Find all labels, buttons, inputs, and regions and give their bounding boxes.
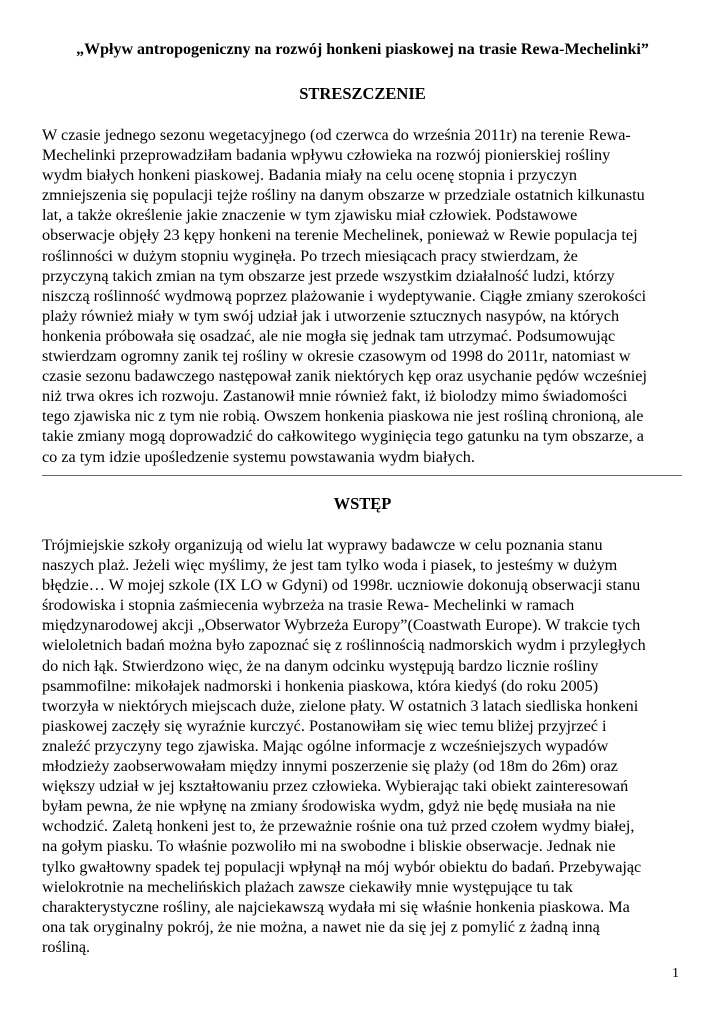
text-line: rośliną. xyxy=(42,937,91,956)
text-line: plaży również miały w tym swój udział jak i utworzenie sztucznych nasypów, na których xyxy=(42,306,620,325)
text-line: na gołym piasku. To właśnie pozwoliło mi na swobodne i bliskie obserwacje. Jednak nie xyxy=(42,837,616,856)
section-heading-introduction: WSTĘP xyxy=(333,494,392,513)
text-line: byłam pewna, że nie wpłynę na zmiany środowiska wydm, gdyż nie będę musiała na nie xyxy=(42,797,616,816)
page-number: 1 xyxy=(672,966,679,981)
text-line: wydm białych honkeni piaskowej. Badania miały na celu ocenę stopnia i przyczyn xyxy=(42,166,577,185)
text-line: lat, a także określenie jakie znaczenie w tym zjawisku miał człowiek. Podstawowe xyxy=(42,206,578,225)
text-line: większy udział w jej kształtowaniu przez człowieka. Wybierając taki obiekt zainteresowań xyxy=(42,777,629,796)
text-line: naszych plaż. Jeżeli więc myślimy, że jest tam tylko woda i piasek, to jesteśmy w dużym xyxy=(42,556,618,575)
text-line: takie zmiany mogą doprowadzić do całkowitego wyginięcia tego gatunku na tym obszarze, a xyxy=(42,427,644,446)
section-divider xyxy=(42,475,682,476)
text-line: charakterystyczne rośliny, ale najciekawszą wydała mi się właśnie honkenia piaskowa. Ma xyxy=(42,897,630,916)
text-line: ona tak oryginalny pokrój, że nie można, a nawet nie da się jej z pomylić z żadną inną xyxy=(42,917,600,936)
text-line: tylko gwałtowny spadek tej populacji wpłynął na mój wybór obiektu do badań. Przebywając xyxy=(42,857,642,876)
text-line: środowiska i stopnia zaśmiecenia wybrzeża na trasie Rewa- Mechelinki w ramach xyxy=(42,596,575,615)
text-line: honkenia próbowała się osadzać, ale nie mogła się jednak tam utrzymać. Podsumowując xyxy=(42,326,616,345)
text-line: wieloletnich badań można było zapoznać się z roślinnością nadmorskich wydm i przyległych xyxy=(42,636,646,655)
text-line: stwierdzam ogromny zanik tej rośliny w okresie czasowym od 1998 do 2011r, natomiast w xyxy=(42,347,631,366)
text-line: obserwacje objęły 23 kępy honkeni na terenie Mechelinek, ponieważ w Rewie populacja tej xyxy=(42,226,638,245)
text-line: roślinności w dużym stopniu wyginęła. Po trzech miesiącach pracy stwierdzam, że xyxy=(42,246,578,265)
text-line: znaleźć przyczyny tego zjawiska. Mając ogólne informacje z wcześniejszych wypadów xyxy=(42,736,609,755)
text-line: psammofilne: mikołajek nadmorski i honkenia piaskowa, która kiedyś (do roku 2005) xyxy=(42,676,599,695)
text-line: przyczyną takich zmian na tym obszarze jest przede wszystkim działalność ludzi, którzy xyxy=(42,266,615,285)
introduction-paragraph xyxy=(42,535,694,957)
text-line: tego zjawiska nic z tym nie robią. Owszem honkenia piaskowa nie jest rośliną chronioną, ale xyxy=(42,407,644,426)
text-line: wchodzić. Zaletą honkeni jest to, że przeważnie rośnie ona tuż przed czołem wydmy białej, xyxy=(42,817,635,836)
text-line: niż trwa okres ich rozwoju. Zastanowił mnie również fakt, iż biolodzy mimo świadomości xyxy=(42,387,628,406)
text-line: młodzieży zaobserwowałam między innymi poszerzenie się plaży (od 18m do 26m) oraz xyxy=(42,757,618,776)
text-line: tworzyła w niektórych miejscach duże, zielone płaty. W ostatnich 3 latach siedliska honkeni xyxy=(42,696,639,715)
text-line: co za tym idzie upośledzenie systemu powstawania wydm białych. xyxy=(42,447,475,466)
text-line: wielokrotnie na mechelińskich plażach zawsze ciekawiły mnie występujące tu tak xyxy=(42,877,573,896)
section-heading-abstract: STRESZCZENIE xyxy=(299,84,426,103)
document-title: „Wpływ antropogeniczny na rozwój honkeni piaskowej na trasie Rewa-Mechelinki” xyxy=(76,41,649,58)
text-line: zmniejszenia się populacji tejże rośliny na danym obszarze w przedziale ostatnich kilkunastu xyxy=(42,186,645,205)
text-line: błędzie… W mojej szkole (IX LO w Gdyni) od 1998r. uczniowie dokonują obserwacji stanu xyxy=(42,576,641,595)
text-line: Trójmiejskie szkoły organizują od wielu lat wyprawy badawcze w celu poznania stanu xyxy=(42,536,603,554)
text-line: niszczą roślinność wydmową poprzez plażowanie i wydeptywanie. Ciągłe zmiany szerokości xyxy=(42,286,647,305)
text-line: W czasie jednego sezonu wegetacyjnego (od czerwca do września 2011r) na terenie Rewa- xyxy=(42,126,631,144)
text-line: piaskowej zaczęły się wyraźnie kurczyć. Postanowiłam się wiec temu bliżej przyjrzeć i xyxy=(42,716,607,735)
text-line: międzynarodowej akcji „Obserwator Wybrzeża Europy”(Coastwath Europe). W trakcie tych xyxy=(42,616,641,635)
text-line: czasie sezonu badawczego następował zanik niektórych kęp oraz usychanie pędów wcześniej xyxy=(42,367,647,386)
abstract-paragraph xyxy=(42,125,694,467)
text-line: do nich łąk. Stwierdzono więc, że na danym odcinku występują bardzo licznie rośliny xyxy=(42,656,599,675)
text-line: Mechelinki przeprowadziłam badania wpływu człowieka na rozwój pionierskiej rośliny xyxy=(42,146,611,165)
